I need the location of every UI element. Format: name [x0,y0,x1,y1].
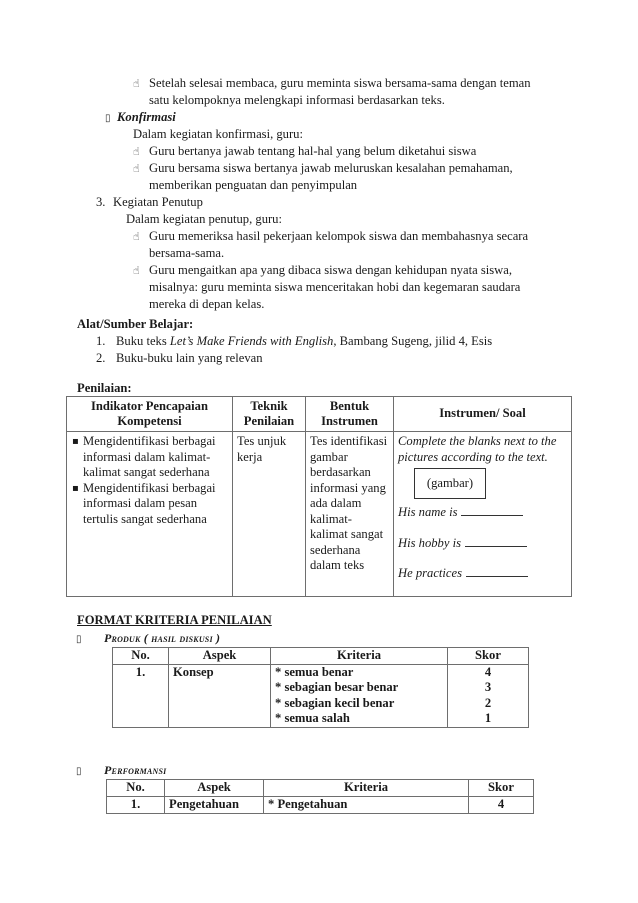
list-item-text: Guru mengaitkan apa yang dibaca siswa dengan kehidupan nyata siswa, [149,263,513,277]
list-item [149,228,560,245]
missing-glyph-box-icon: ▯ [76,634,82,645]
table-row [107,797,534,814]
pointing-hand-icon: ☝ [133,145,140,158]
kriteria-item: * sebagian kecil benar [275,695,395,710]
format-kriteria-heading [77,612,300,629]
kriteria-cell [271,664,448,727]
alat-sumber-heading: Alat/Sumber Belajar: [77,317,194,331]
instrumen-cell [394,432,572,597]
table-header-row [67,397,572,432]
list-item-continuation: bersama-sama. [149,246,225,260]
list-item [149,160,560,177]
section-intro: Dalam kegiatan penutup, guru: [126,212,282,226]
question-text: He practices [398,566,462,580]
indikator-cell [67,432,233,597]
list-item-text: Guru bersama siswa bertanya jawab meluruskan kesalahan pemahaman, [149,161,513,175]
kriteria-item: * sebagian besar benar [275,680,399,694]
list-item-continuation [149,279,560,296]
book-title: Let’s Make Friends with English [169,334,334,348]
list-item-continuation: memberikan penguatan dan penyimpulan [149,178,358,192]
skor-cell [448,664,529,727]
skor-value: 4 [484,664,492,679]
column-header: Aspek [165,780,264,797]
heading-text: FORMAT KRITERIA PENILAIAN [77,613,272,627]
question-line [398,566,567,582]
column-header: No. [113,648,169,665]
question-line [398,536,567,552]
no-cell: 1. [113,664,169,727]
list-item [116,333,492,350]
column-header: Teknik Penilaian [233,397,306,432]
list-item-text: Buku teks [116,334,170,348]
table-header-row [107,780,534,797]
column-header: Kriteria [271,648,448,665]
section-title-konfirmasi: Konfirmasi [117,110,176,124]
list-item-continuation: mereka di depan kelas. [149,297,265,311]
missing-glyph-box-icon: ▯ [105,113,111,124]
missing-glyph-box-icon: ▯ [76,766,82,777]
kriteria-cell: * Pengetahuan [264,797,469,814]
section-number: 3. [96,195,106,209]
answer-blank[interactable] [465,536,527,547]
list-item: Buku-buku lain yang relevan [116,351,263,365]
list-number: 1. [96,334,106,348]
answer-blank[interactable] [461,505,523,516]
column-header: Instrumen/ Soal [394,397,572,432]
bentuk-cell: Tes identifikasi gambar berdasarkan informasi yang ada dalam kalimat-kalimat sangat sederhana dalam teks [306,432,394,597]
image-placeholder: (gambar) [414,468,486,499]
performansi-table [106,779,534,814]
image-placeholder-area [398,465,567,501]
column-header: Indikator Pencapaian Kompetensi [67,397,233,432]
pointing-hand-icon: ☝ [133,264,140,277]
produk-table [112,647,529,728]
question-text: His hobby is [398,535,461,550]
penilaian-table [66,396,572,597]
aspek-cell: Konsep [169,664,271,727]
penilaian-heading: Penilaian: [77,381,132,395]
table-row [67,432,572,597]
aspek-cell: Pengetahuan [165,797,264,814]
table-row [113,664,529,727]
answer-blank[interactable] [466,566,528,577]
instrumen-instruction: Complete the blanks next to the pictures according to the text. [398,434,557,464]
section-title-penutup: Kegiatan Penutup [113,195,203,209]
list-item-text: , Bambang Sugeng, jilid 4, Esis [333,334,493,348]
question-text: His name is [398,505,458,519]
column-header: Bentuk Instrumen [306,397,394,432]
kriteria-item: * semua salah [275,711,350,725]
skor-value: 1 [484,711,492,725]
indikator-item: ▪ Mengidentifikasi berbagai informasi dalam pesan tertulis sangat sederhana [83,481,228,528]
list-number: 2. [96,351,106,365]
kriteria-item: * semua benar [275,664,354,679]
list-item-text: misalnya: guru meminta siswa menceritakan hobi dan kegemaran saudara [149,280,521,294]
column-header: Skor [448,648,529,665]
list-item [149,262,560,279]
skor-value: 3 [484,680,492,694]
list-item-continuation: satu kelompoknya melengkapi informasi berdasarkan teks. [149,93,445,107]
section-intro: Dalam kegiatan konfirmasi, guru: [133,127,303,141]
column-header: No. [107,780,165,797]
teknik-cell: Tes unjuk kerja [233,432,306,597]
list-item-text: Setelah selesai membaca, guru meminta siswa bersama-sama dengan teman [149,76,531,90]
column-header: Aspek [169,648,271,665]
indikator-item: ▪ Mengidentifikasi berbagai informasi dalam kalimat-kalimat sangat sederhana [83,434,228,481]
skor-value: 2 [484,695,492,710]
produk-title: Produk ( hasil diskusi ) [104,631,221,645]
pointing-hand-icon: ☝ [133,230,140,243]
list-item-text: Guru memeriksa hasil pekerjaan kelompok siswa dan membahasnya secara [149,229,529,243]
list-item: Guru bertanya jawab tentang hal-hal yang belum diketahui siswa [149,144,477,158]
table-header-row [113,648,529,665]
skor-cell: 4 [469,797,534,814]
list-item [149,75,560,92]
pointing-hand-icon: ☝ [133,162,140,175]
performansi-title: Performansi [104,763,167,777]
pointing-hand-icon: ☝ [133,77,140,90]
column-header: Kriteria [264,780,469,797]
question-line [398,505,567,521]
no-cell: 1. [107,797,165,814]
column-header: Skor [469,780,534,797]
